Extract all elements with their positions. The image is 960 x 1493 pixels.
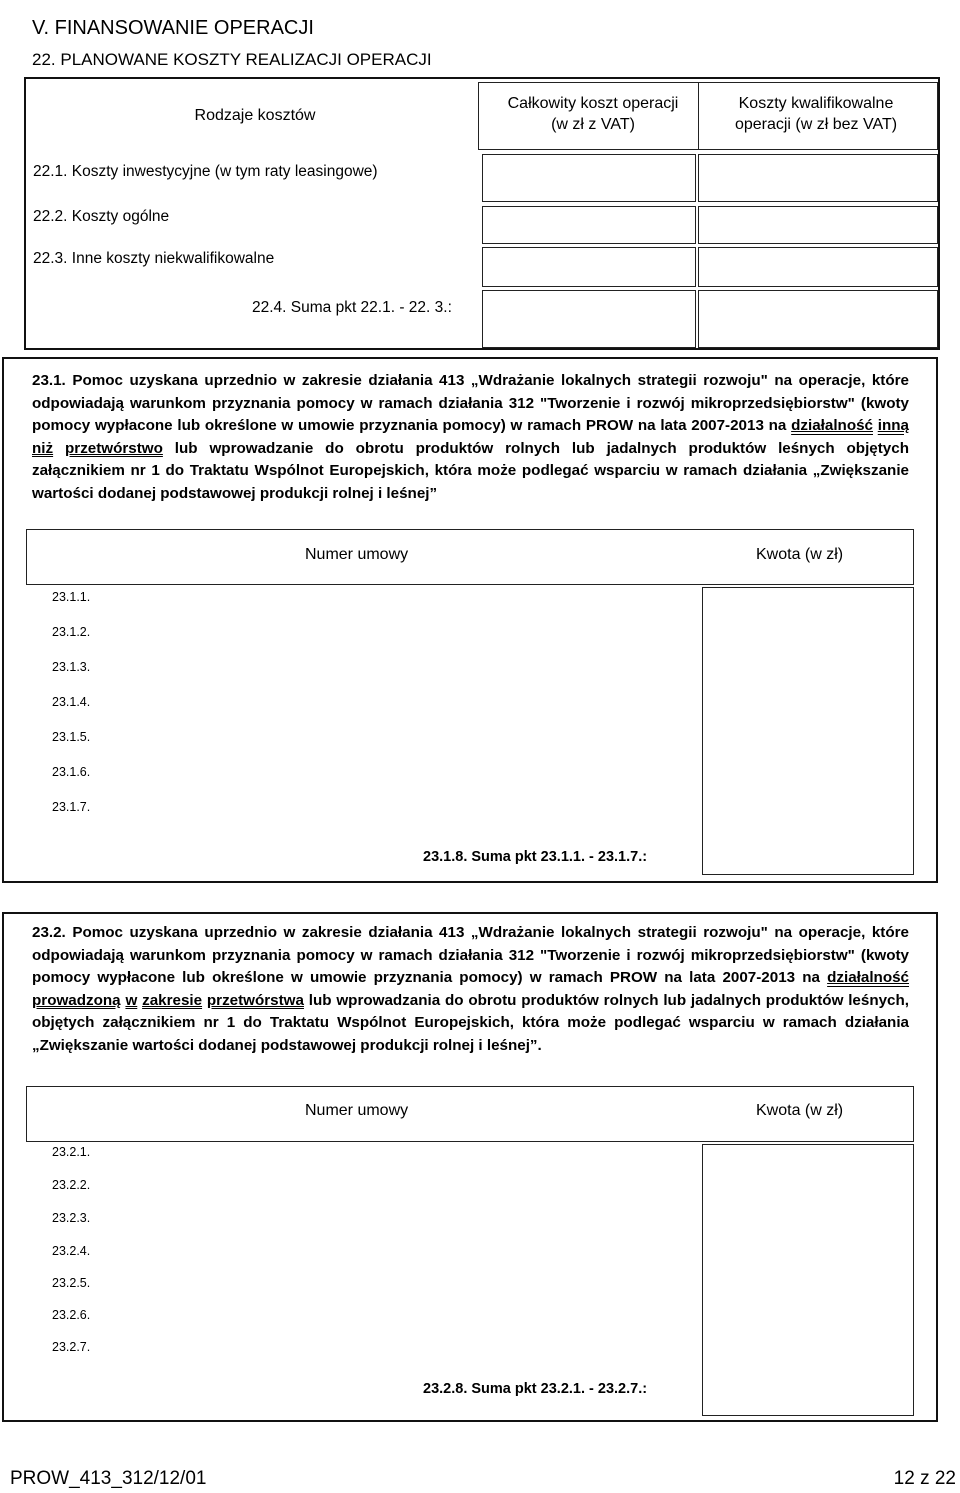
section-23-1-row-2: 23.1.2. [52, 625, 91, 639]
col-eligible-header [696, 93, 936, 135]
col-total-line1: Całkowity koszt operacji [507, 95, 679, 112]
cost-row-general: 22.2. Koszty ogólne [33, 208, 170, 225]
section-23-1-sum-label: 23.1.8. Suma pkt 23.1.1. - 23.1.7.: [423, 849, 648, 865]
section-23-1-row-4: 23.1.4. [52, 695, 91, 709]
col-type-header: Rodzaje kosztów [194, 107, 316, 124]
section-23-1-amount-header: Kwota (w zł) [756, 546, 844, 563]
section-23-2-row-6: 23.2.6. [52, 1308, 91, 1322]
footer-document-code: PROW_413_312/12/01 [10, 1468, 207, 1489]
section-23-2-number-header: Numer umowy [305, 1102, 409, 1119]
section-23-1-row-5: 23.1.5. [52, 730, 91, 744]
section-23-2-amount-column[interactable] [702, 1144, 914, 1416]
section-23-1-row-3: 23.1.3. [52, 660, 91, 674]
total-input-general[interactable] [482, 206, 696, 244]
eligible-input-investment[interactable] [698, 154, 938, 202]
section-23-2-row-3: 23.2.3. [52, 1211, 91, 1225]
section-23-1-row-1: 23.1.1. [52, 590, 91, 604]
cost-sum-label: 22.4. Suma pkt 22.1. - 22. 3.: [252, 299, 452, 316]
section-23-1-amount-column[interactable] [702, 587, 914, 875]
cost-row-investment: 22.1. Koszty inwestycyjne (w tym raty leasingowe) [33, 163, 378, 180]
col-total-line2: (w zł z VAT) [551, 116, 635, 133]
section-23-2-row-2: 23.2.2. [52, 1178, 91, 1192]
eligible-input-sum[interactable] [698, 290, 938, 348]
section-23-2-description: 23.2. Pomoc uzyskana uprzednio w zakresie działania 413 „Wdrażanie lokalnych strategii rozwoju" na operacje, które odpowiadają warunkom przyznania pomocy w ramach działania 312 "Tworzenie i rozwój mikroprzedsiębiorstw" (kwoty pomocy wypłacone lub określone w umowie przyznania pomocy) w ramach PROW na lata 2007-2013 na działalność prowadzoną w zakresie przetwórstwa lub wprowadzania do obrotu produktów rolnych lub jadalnych produktów leśnych, objętych załącznikiem nr 1 do Traktatu Wspólnot Europejskich, która może podlegać wsparciu w ramach działania „Zwiększanie wartości dodanej podstawowej produkcji rolnej i leśnej”. [32, 924, 909, 1054]
total-input-other[interactable] [482, 247, 696, 287]
total-input-investment[interactable] [482, 154, 696, 202]
section-23-1-row-6: 23.1.6. [52, 765, 91, 779]
section-23-2-row-7: 23.2.7. [52, 1340, 91, 1354]
subsection-title: 22. PLANOWANE KOSZTY REALIZACJI OPERACJI [32, 50, 432, 69]
section-23-2-sum-label: 23.2.8. Suma pkt 23.2.1. - 23.2.7.: [423, 1381, 648, 1397]
col-eligible-line1: Koszty kwalifikowalne [738, 95, 894, 112]
eligible-input-general[interactable] [698, 206, 938, 244]
eligible-input-other[interactable] [698, 247, 938, 287]
section-23-2-amount-header: Kwota (w zł) [756, 1102, 844, 1119]
col-eligible-line2: operacji (w zł bez VAT) [734, 116, 898, 133]
col-total-header [476, 93, 710, 135]
section-23-1-number-header: Numer umowy [305, 546, 409, 563]
total-input-sum[interactable] [482, 290, 696, 348]
section-23-2-row-1: 23.2.1. [52, 1145, 91, 1159]
cost-row-other: 22.3. Inne koszty niekwalifikowalne [33, 250, 275, 267]
section-23-1-row-7: 23.1.7. [52, 800, 91, 814]
section-title: V. FINANSOWANIE OPERACJI [32, 17, 314, 39]
section-23-2-row-4: 23.2.4. [52, 1244, 91, 1258]
section-23-2-row-5: 23.2.5. [52, 1276, 91, 1290]
footer-page-number: 12 z 22 [893, 1468, 956, 1489]
section-23-1-description: 23.1. Pomoc uzyskana uprzednio w zakresie działania 413 „Wdrażanie lokalnych strategii rozwoju" na operacje, które odpowiadają warunkom przyznania pomocy w ramach działania 312 "Tworzenie i rozwój mikroprzedsiębiorstw" (kwoty pomocy wypłacone lub określone w umowie przyznania pomocy) w ramach PROW na lata 2007-2013 na działalność inną niż przetwórstwo lub wprowadzanie do obrotu produktów rolnych lub jadalnych produktów leśnych objętych załącznikiem nr 1 do Traktatu Wspólnot Europejskich, która może podlegać wsparciu w ramach działania „Zwiększanie wartości dodanej podstawowej produkcji rolnej i leśnej” [32, 372, 909, 502]
